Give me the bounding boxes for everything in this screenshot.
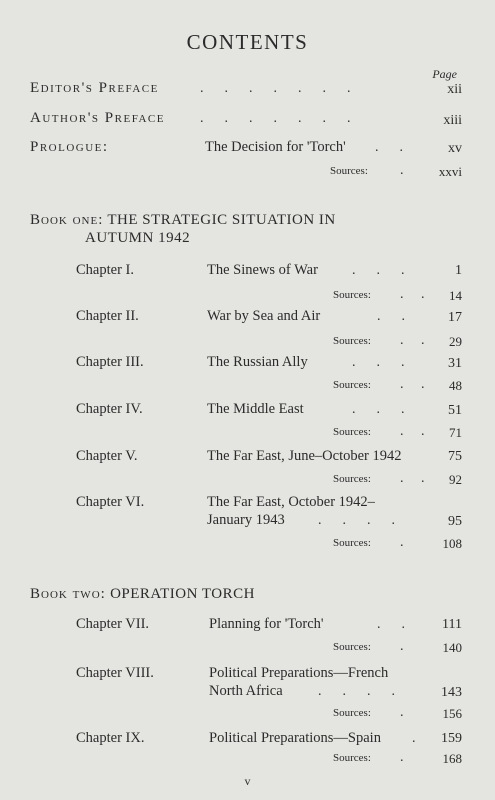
chapter-label: Chapter IV. — [76, 401, 143, 417]
leader-dots: . — [412, 731, 416, 746]
chapter-title: The Middle East — [207, 401, 304, 417]
authors-preface-label: Author's Preface — [30, 110, 165, 126]
page-number: 1 — [455, 263, 462, 278]
page-number: 31 — [448, 356, 462, 371]
prologue-title: The Decision for 'Torch' — [205, 139, 346, 155]
chapter-label: Chapter II. — [76, 308, 139, 324]
book-one-title-line1: THE STRATEGIC SITUATION IN — [107, 212, 336, 228]
leader-dots: . . — [377, 617, 405, 632]
chapter-title: The Far East, October 1942– — [207, 494, 375, 510]
chapter-title-line2: January 1943 — [207, 512, 285, 528]
chapter-title: Planning for 'Torch' — [209, 616, 324, 632]
sources-label: Sources: — [330, 165, 368, 177]
chapter-label: Chapter VI. — [76, 494, 145, 510]
page-title: CONTENTS — [186, 30, 309, 54]
sources-label: Sources: — [333, 641, 371, 653]
leader-dots: . . — [400, 287, 425, 302]
book-two-heading — [30, 586, 255, 603]
chapter-title: War by Sea and Air — [207, 308, 321, 324]
sources-page: 29 — [449, 334, 462, 349]
chapter-label: Chapter I. — [76, 262, 134, 278]
chapter-title: The Sinews of War — [207, 262, 318, 278]
sources-page: 48 — [449, 378, 462, 393]
page-number: 143 — [441, 685, 462, 700]
sources-label: Sources: — [333, 752, 371, 764]
leader-dots: . . . — [352, 355, 405, 370]
leader-dots: . . — [377, 309, 405, 324]
chapter-label: Chapter VIII. — [76, 665, 154, 681]
leader-dots: . . . . — [318, 513, 395, 528]
chapter-label: Chapter VII. — [76, 616, 150, 632]
sources-label: Sources: — [333, 707, 371, 719]
sources-page: 71 — [449, 425, 462, 440]
leader-dots: . . . . — [318, 684, 395, 699]
leader-dots: . . . . . . . — [200, 81, 351, 96]
sources-page: 168 — [442, 751, 462, 766]
leader-dots: . . — [400, 377, 425, 392]
sources-label: Sources: — [333, 289, 371, 301]
page-number: xiii — [443, 113, 462, 128]
page-number: xv — [448, 141, 462, 156]
sources-page: 140 — [442, 640, 462, 655]
page-number: 95 — [448, 514, 462, 529]
book-one-heading — [30, 212, 336, 229]
sources-page: 156 — [442, 706, 462, 721]
chapter-label: Chapter V. — [76, 448, 138, 464]
book-one-title-line2: AUTUMN 1942 — [85, 230, 191, 246]
page-number: 51 — [448, 403, 462, 418]
chapter-title-line2: North Africa — [209, 683, 283, 699]
chapter-title: The Far East, June–October 1942 — [207, 448, 402, 464]
leader-dots: . . . — [352, 402, 405, 417]
chapter-title: The Russian Ally — [207, 354, 308, 370]
sources-label: Sources: — [333, 537, 371, 549]
page-number: 159 — [441, 731, 462, 746]
page-number: 75 — [448, 449, 462, 464]
chapter-label: Chapter III. — [76, 354, 144, 370]
sources-page: 14 — [449, 288, 462, 303]
leader-dots: . . — [375, 140, 403, 155]
leader-dots: . — [400, 535, 404, 550]
sources-label: Sources: — [333, 335, 371, 347]
prologue-label: Prologue: — [30, 139, 109, 155]
sources-label: Sources: — [333, 426, 371, 438]
leader-dots: . . — [400, 424, 425, 439]
chapter-title: Political Preparations—French — [209, 665, 389, 681]
leader-dots: . — [400, 705, 404, 720]
sources-page: 92 — [449, 472, 462, 487]
leader-dots: . . . — [352, 263, 405, 278]
page-number: 111 — [442, 617, 462, 632]
chapter-label: Chapter IX. — [76, 730, 145, 746]
editors-preface-label: Editor's Preface — [30, 80, 159, 96]
book-one-prefix: Book one: — [30, 212, 104, 228]
sources-label: Sources: — [333, 379, 371, 391]
leader-dots: . — [400, 750, 404, 765]
leader-dots: . — [400, 163, 404, 178]
sources-label: Sources: — [333, 473, 371, 485]
leader-dots: . . . . . . . — [200, 111, 351, 126]
folio-page-number: v — [244, 774, 251, 788]
leader-dots: . . — [400, 471, 425, 486]
page-number: 17 — [448, 310, 462, 325]
book-two-prefix: Book two: — [30, 586, 106, 602]
leader-dots: . — [400, 639, 404, 654]
page-column-label: Page — [432, 67, 457, 81]
chapter-title: Political Preparations—Spain — [209, 730, 381, 746]
sources-page: xxvi — [438, 164, 462, 179]
page-number: xii — [447, 82, 462, 97]
book-two-title: OPERATION TORCH — [110, 586, 255, 602]
leader-dots: . . — [400, 333, 425, 348]
sources-page: 108 — [442, 536, 462, 551]
